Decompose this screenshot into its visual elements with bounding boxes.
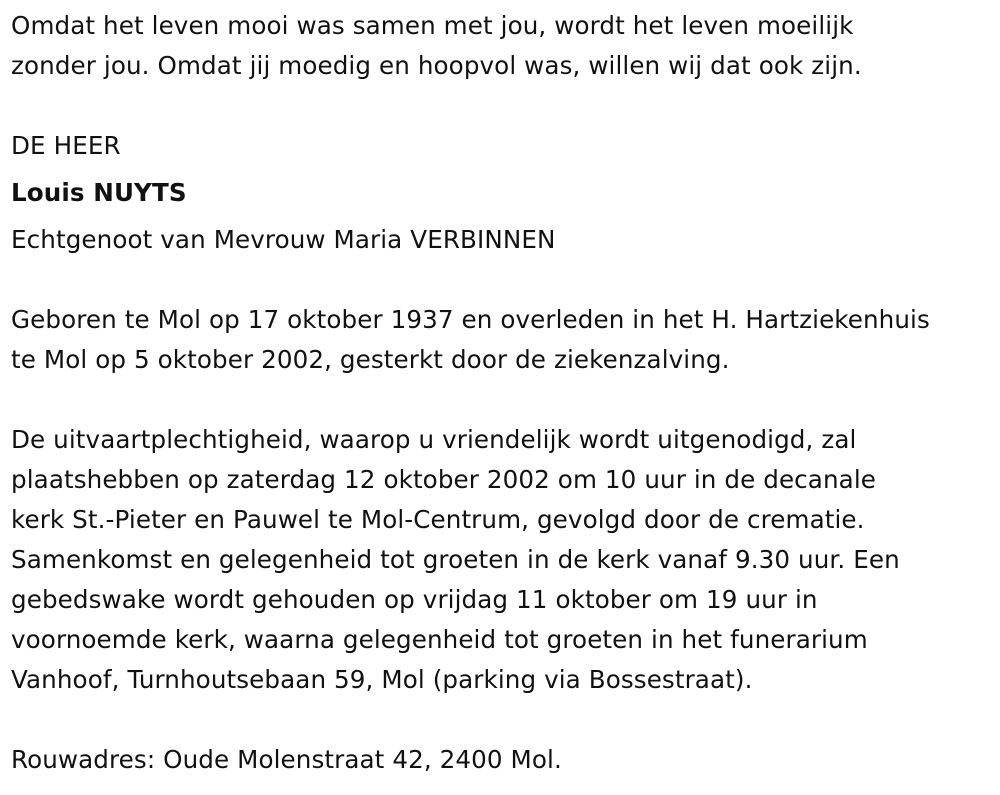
- mourning-address: Rouwadres: Oude Molenstraat 42, 2400 Mol.: [11, 745, 562, 774]
- intro-line-1: Omdat het leven mooi was samen met jou, wordt het leven moeilijk: [11, 11, 854, 40]
- spacer: [11, 86, 996, 126]
- intro-line-2: zonder jou. Omdat jij moedig en hoopvol was, willen wij dat ook zijn.: [11, 51, 862, 80]
- funeral-line: voornoemde kerk, waarna gelegenheid tot groeten in het funerarium: [11, 625, 868, 654]
- honorific: DE HEER: [11, 131, 121, 160]
- funeral-line: kerk St.-Pieter en Pauwel te Mol-Centrum, gevolgd door de crematie.: [11, 505, 865, 534]
- spouse-line: Echtgenoot van Mevrouw Maria VERBINNEN: [11, 225, 556, 254]
- spacer: [11, 380, 996, 420]
- spacer: [11, 260, 996, 300]
- deceased-name: Louis NUYTS: [11, 178, 187, 207]
- funeral-line: gebedswake wordt gehouden op vrijdag 11 oktober om 19 uur in: [11, 585, 818, 614]
- funeral-line: plaatshebben op zaterdag 12 oktober 2002 om 10 uur in de decanale: [11, 465, 876, 494]
- funeral-line: De uitvaartplechtigheid, waarop u vriendelijk wordt uitgenodigd, zal: [11, 425, 857, 454]
- birth-death-line-1: Geboren te Mol op 17 oktober 1937 en overleden in het H. Hartziekenhuis: [11, 305, 930, 334]
- funeral-line: Vanhoof, Turnhoutsebaan 59, Mol (parking via Bossestraat).: [11, 665, 753, 694]
- birth-death-line-2: te Mol op 5 oktober 2002, gesterkt door de ziekenzalving.: [11, 345, 730, 374]
- spacer: [11, 700, 996, 740]
- funeral-line: Samenkomst en gelegenheid tot groeten in de kerk vanaf 9.30 uur. Een: [11, 545, 900, 574]
- death-notice: [11, 6, 996, 780]
